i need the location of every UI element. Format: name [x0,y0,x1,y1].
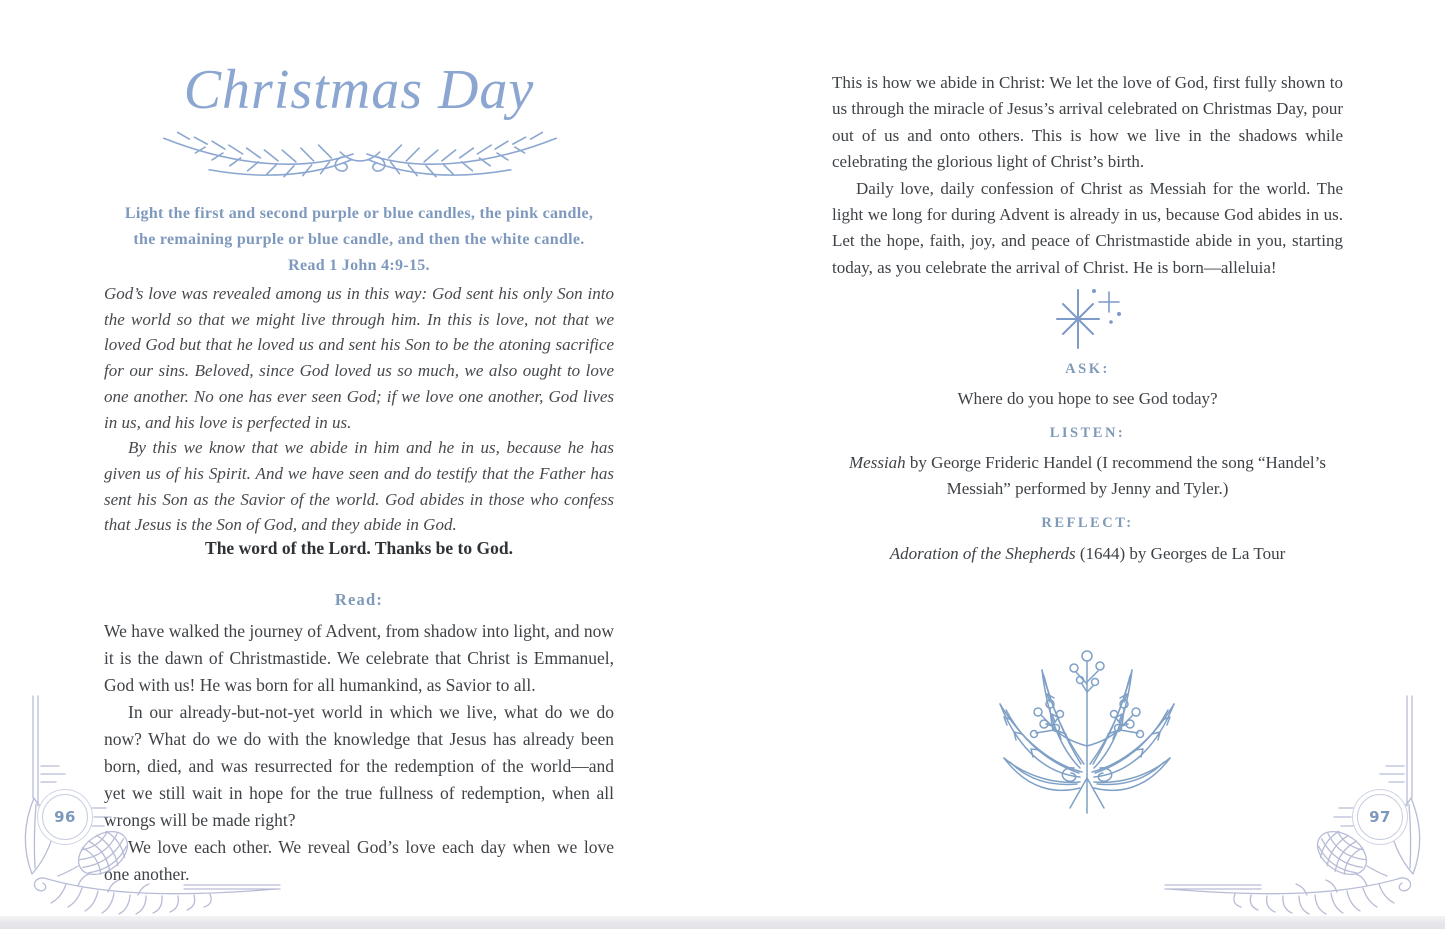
star-sparkle-icon [1045,286,1129,352]
listen-description: by George Frideric Handel (I recommend the song “Handel’s Messiah” performed by Jenny and Tyler.) [905,453,1326,498]
scripture-paragraph: By this we know that we abide in him and he in us, because he has given us of his Spirit. And we have seen and do testify that the Father has sent his Son as the Savior of the world. God abides in those who confess that Jesus is the Son of God, and they abide in God. [104,438,614,535]
liturgical-response: The word of the Lord. Thanks be to God. [205,538,513,558]
winterberry-bouquet-illustration [962,646,1212,821]
reflect-artwork [832,541,1343,567]
paragraph: Daily love, daily confession of Christ as Messiah for the world. The light we long for during Advent is already in us, because God abides in us. Let the hope, faith, joy, and peace of Christmastide abide in you, starting today, as you celebrate the arrival of Christ. He is born—alleluia! [832,178,1343,277]
paragraph: We have walked the journey of Advent, from shadow into light, and now it is the dawn of Christmastide. We celebrate that Christ is Emmanuel, God with us! He was born for all humankind, as Savior to all. [104,621,614,695]
instruction-line: the remaining purple or blue candle, and then the white candle. [133,231,585,248]
candle-lighting-instructions [104,201,614,279]
listen-recommendation [832,450,1343,502]
ask-question: Where do you hope to see God today? [957,389,1218,408]
reflect-description: (1644) by Georges de La Tour [1075,544,1286,563]
paragraph: In our already-but-not-yet world in which we live, what do we do now? What do we do with the knowledge that Jesus has already been born, died, and was resurrected for the redemption of the world—and yet we still wait in hope for the true fullness of redemption, when all wrongs will be made right? [104,702,614,830]
page-number-left: 96 [42,794,88,840]
scripture-passage [104,281,614,538]
paragraph: This is how we abide in Christ: We let the love of God, first fully shown to us through the miracle of Jesus’s arrival celebrated on Christmas Day, pour out of us and onto others. This is how we live in the shadows while celebrating the glorious light of Christ’s birth. [832,73,1343,172]
christmas-day-title: Christmas Day [183,59,535,121]
reflect-section-heading: REFLECT: [1041,515,1134,531]
read-section-heading: Read: [334,590,384,609]
instruction-line: Light the first and second purple or blue candles, the pink candle, [124,205,594,222]
continuation-body [832,70,1343,281]
laurel-flourish-icon [148,124,572,182]
page-bottom-edge-shadow [0,916,1445,929]
listen-work-title: Messiah [849,453,906,472]
scripture-paragraph: God’s love was revealed among us in this way: God sent his only Son into the world so that we might live through him. In this is love, not that we loved God but that he loved us and sent his Son to be the atoning sacrifice for our sins. Beloved, since God loved us so much, we also ought to love one another. No one has ever seen God; if we love one another, God lives in us, and his love is perfected in us. [104,284,614,432]
read-section-body [104,618,614,888]
paragraph: We love each other. We reveal God’s love each day when we love one another. [104,837,614,884]
reflect-work-title: Adoration of the Shepherds [889,544,1076,563]
listen-section-heading: LISTEN: [1049,425,1126,441]
instruction-line: Read 1 John 4:9-15. [288,257,430,274]
ask-section-heading: ASK: [1065,361,1110,377]
page-number-right: 97 [1357,794,1403,840]
